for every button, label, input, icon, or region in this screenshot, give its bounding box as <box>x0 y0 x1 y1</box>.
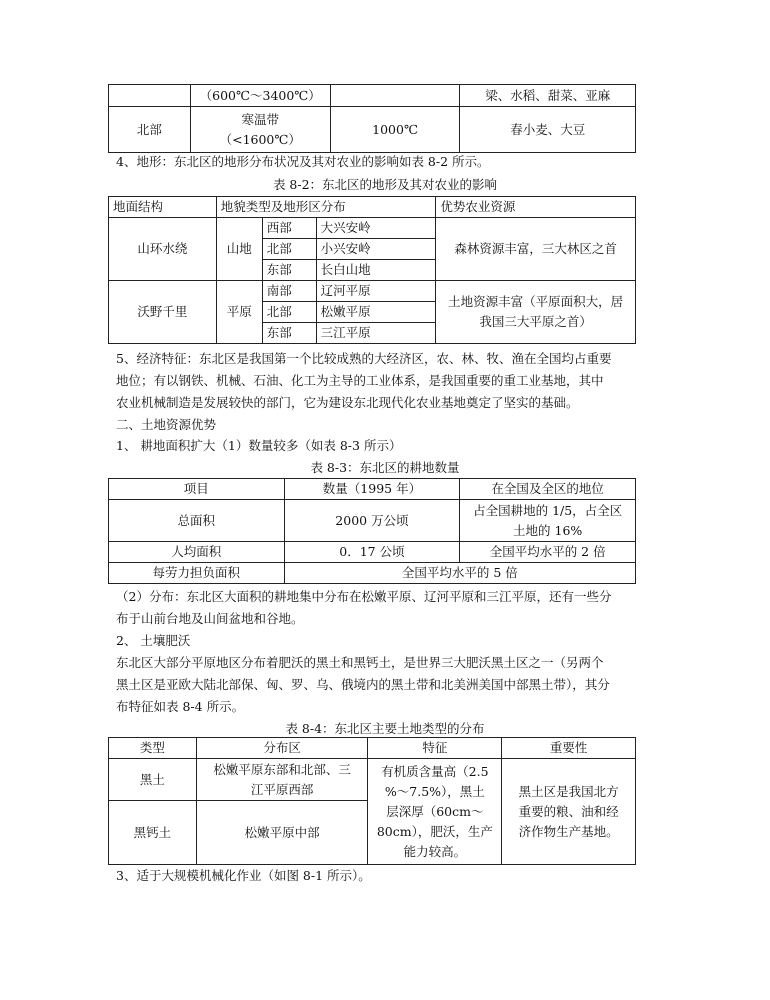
table-cell <box>368 759 502 865</box>
table-cell: 三江平原 <box>316 323 436 344</box>
paragraph-distribution-1: （2）分布：东北区大面积的耕地集中分布在松嫩平原、辽河平原和三江平原，还有一些分 <box>116 589 612 604</box>
cell-line: 占全国耕地的 1/5，占全区 <box>473 502 623 518</box>
table-cell <box>436 281 636 344</box>
resource-line: 土地资源丰富（平原面积大，居 <box>448 294 624 309</box>
table-8-4 <box>108 737 636 865</box>
table-cell: 山环水绕 <box>109 218 217 281</box>
resource-line: 我国三大平原之首） <box>479 314 592 329</box>
table-cell: 人均面积 <box>109 542 285 563</box>
table-cell: 北部 <box>262 302 316 323</box>
table-cell: 1000℃ <box>330 107 460 153</box>
table-header: 地面结构 <box>109 197 217 218</box>
table-cell: 大兴安岭 <box>316 218 436 239</box>
section-heading: 二、土地资源优势 <box>116 417 217 432</box>
table-header: 数量（1995 年） <box>284 479 460 500</box>
paragraph-soil-3: 布特征如表 8-4 所示。 <box>116 699 245 714</box>
table-header: 优势农业资源 <box>436 197 636 218</box>
subheading-soil: 2、 土壤肥沃 <box>116 633 191 648</box>
table-cell: 春小麦、大豆 <box>460 107 636 153</box>
table-cell <box>460 500 636 542</box>
table-cell: 东部 <box>262 323 316 344</box>
feature-line: 80cm），肥沃，生产 <box>376 823 493 839</box>
table-cell: 辽河平原 <box>316 281 436 302</box>
table-cell: 森林资源丰富，三大林区之首 <box>436 218 636 281</box>
table-cell: 长白山地 <box>316 260 436 281</box>
table-cell: 0．17 公顷 <box>284 542 460 563</box>
table-cell: 黑土 <box>109 759 197 801</box>
table-header: 在全国及全区的地位 <box>460 479 636 500</box>
table-cell: 松嫩平原中部 <box>196 801 368 865</box>
paragraph-soil-2: 黑土区是亚欧大陆北部保、匈、罗、乌、俄境内的黑土带和北美洲美国中部黑土带），其分 <box>116 677 610 692</box>
paragraph-soil-1: 东北区大部分平原地区分布着肥沃的黑土和黑钙土，是世界三大肥沃黑土区之一（另两个 <box>116 655 604 670</box>
table-cell: 2000 万公顷 <box>284 500 460 542</box>
table-cell: 西部 <box>262 218 316 239</box>
table-header: 分布区 <box>196 738 368 759</box>
table-8-3-caption: 表 8-3：东北区的耕地数量 <box>310 460 460 475</box>
subheading-farmland: 1、 耕地面积扩大（1）数量较多（如表 8-3 所示） <box>116 438 402 453</box>
subheading-mechanization: 3、适于大规模机械化作业（如图 8-1 所示）。 <box>116 868 371 883</box>
table-cell <box>190 107 330 153</box>
table-cell: 黑钙土 <box>109 801 197 865</box>
table-header: 地貌类型及地形区分布 <box>216 197 436 218</box>
table-cell: 梁、水稻、甜菜、亚麻 <box>460 85 636 107</box>
table-8-2 <box>108 196 636 344</box>
zone-temp: （<1600℃） <box>219 131 301 147</box>
feature-line: 层深厚（60cm～ <box>386 803 484 819</box>
table-cell: 小兴安岭 <box>316 239 436 260</box>
feature-line: 有机质含量高（2.5 <box>381 763 489 779</box>
table-cell <box>196 759 368 801</box>
cell-line: 江平原西部 <box>250 781 314 797</box>
cell-empty <box>330 85 460 107</box>
table-8-3 <box>108 478 636 584</box>
table-cell: 平原 <box>216 281 262 344</box>
paragraph-distribution-2: 布于山前台地及山间盆地和谷地。 <box>116 611 304 626</box>
importance-line: 黑土区是我国北方 <box>518 783 619 799</box>
table-header: 特征 <box>368 738 502 759</box>
paragraph-economy-2: 地位；有以钢铁、机械、石油、化工为主导的工业体系，是我国重要的重工业基地，其中 <box>116 373 604 388</box>
paragraph-economy-1: 5、经济特征：东北区是我国第一个比较成熟的大经济区，农、林、牧、渔在全国均占重要 <box>116 351 612 366</box>
zone-name: 寒温带 <box>241 111 279 127</box>
table-cell: 南部 <box>262 281 316 302</box>
feature-line: 能力较高。 <box>403 843 467 859</box>
table-8-2-caption: 表 8-2：东北区的地形及其对农业的影响 <box>272 177 498 192</box>
table-cell: 全国平均水平的 5 倍 <box>284 563 635 584</box>
cell-line: 松嫩平原东部和北部、三 <box>213 761 351 777</box>
table-header: 项目 <box>109 479 285 500</box>
importance-line: 重要的粮、油和经 <box>518 803 619 819</box>
table-8-4-caption: 表 8-4：东北区主要土地类型的分布 <box>285 721 485 736</box>
paragraph-economy-3: 农业机械制造是发展较快的部门，它为建设东北现代化农业基地奠定了坚实的基础。 <box>116 395 579 410</box>
importance-line: 济作物生产基地。 <box>518 823 619 839</box>
cell-line: 土地的 16% <box>513 522 583 538</box>
table-cell: 山地 <box>216 218 262 281</box>
feature-line: %～7.5%），黑土 <box>384 783 485 799</box>
table-cell: 东部 <box>262 260 316 281</box>
table-cell: （600℃～3400℃） <box>190 85 330 107</box>
table-cell: 松嫩平原 <box>316 302 436 323</box>
table-header: 重要性 <box>502 738 636 759</box>
table-cell: 总面积 <box>109 500 285 542</box>
cell-empty <box>109 85 191 107</box>
paragraph-terrain: 4、地形：东北区的地形分布状况及其对农业的影响如表 8-2 所示。 <box>116 154 490 169</box>
table-cell <box>502 759 636 865</box>
table-header: 类型 <box>109 738 197 759</box>
table-cell: 北部 <box>262 239 316 260</box>
table-cell: 每劳力担负面积 <box>109 563 285 584</box>
table-cell: 沃野千里 <box>109 281 217 344</box>
table-8-1-partial <box>108 84 636 153</box>
table-cell: 北部 <box>109 107 191 153</box>
table-cell: 全国平均水平的 2 倍 <box>460 542 636 563</box>
